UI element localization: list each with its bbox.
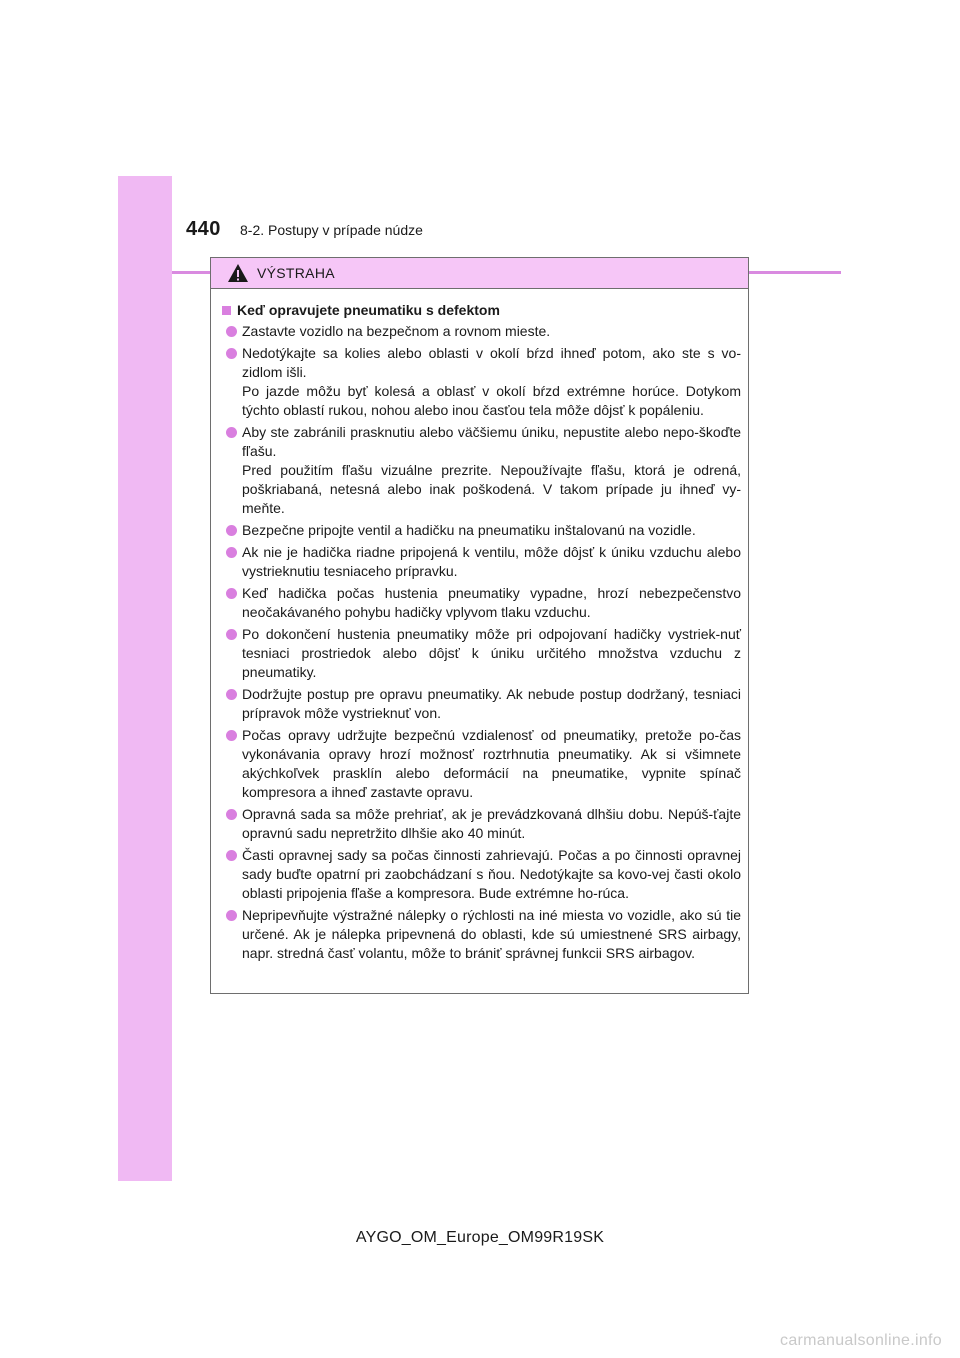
warning-body bbox=[211, 289, 748, 963]
warning-header bbox=[211, 258, 748, 289]
list-item-text: Nedotýkajte sa kolies alebo oblasti v okolí bŕzd ihneď potom, ako ste s vo-zidlom išli. Po jazde môžu byť kolesá a oblasť v okolí bŕzd extrémne horúce. Dotykom týchto oblastí rukou, nohou alebo inou časťou tela môže dôjsť k popáleniu. bbox=[242, 345, 741, 418]
side-tab-band bbox=[118, 176, 172, 1181]
list-item-text: Počas opravy udržujte bezpečnú vzdialenosť od pneumatiky, pretože po-čas vykonávania opravy hrozí možnosť roztrhnutia pneumatiky. Ak si všimnete akýchkoľvek prasklín alebo deformácií na pneumatike, vypnite spínač kompresora a ihneď zastavte opravu. bbox=[242, 727, 741, 800]
circle-bullet-icon bbox=[226, 326, 237, 337]
list-item-text: Nepripevňujte výstražné nálepky o rýchlosti na iné miesta vo vozidle, ako sú tie určené. Ak je nálepka pripevnená do oblasti, kde sú umiestnené SRS airbagy, napr. stredná časť volantu, môže to brániť správnej funkcii SRS airbagov. bbox=[242, 907, 741, 961]
list-item-text: Keď hadička počas hustenia pneumatiky vypadne, hrozí nebezpečenstvo neočakávaného pohybu hadičky vplyvom tlaku vzduchu. bbox=[242, 585, 741, 620]
list-item bbox=[221, 625, 741, 682]
warning-heading bbox=[221, 301, 741, 320]
page-number: 440 bbox=[186, 218, 221, 240]
circle-bullet-icon bbox=[226, 525, 237, 536]
list-item-text: Bezpečne pripojte ventil a hadičku na pneumatiku inštalovanú na vozidle. bbox=[242, 522, 696, 538]
list-item-text: Dodržujte postup pre opravu pneumatiky. Ak nebude postup dodržaný, tesniaci prípravok môže vystrieknuť von. bbox=[242, 686, 741, 721]
warning-heading-text: Keď opravujete pneumatiku s defektom bbox=[237, 302, 500, 318]
circle-bullet-icon bbox=[226, 588, 237, 599]
list-item-text: Zastavte vozidlo na bezpečnom a rovnom mieste. bbox=[242, 323, 551, 339]
warning-box bbox=[210, 257, 749, 994]
circle-bullet-icon bbox=[226, 809, 237, 820]
list-item bbox=[221, 521, 741, 540]
list-item bbox=[221, 543, 741, 581]
circle-bullet-icon bbox=[226, 689, 237, 700]
circle-bullet-icon bbox=[226, 427, 237, 438]
circle-bullet-icon bbox=[226, 348, 237, 359]
list-item-text: Ak nie je hadička riadne pripojená k ventilu, môže dôjsť k úniku vzduchu alebo vystrieknutiu tesniaceho prípravku. bbox=[242, 544, 741, 579]
circle-bullet-icon bbox=[226, 629, 237, 640]
watermark: carmanualsonline.info bbox=[780, 1332, 942, 1349]
circle-bullet-icon bbox=[226, 910, 237, 921]
list-item-text: Časti opravnej sady sa počas činnosti zahrievajú. Počas a po činnosti opravnej sady buďte opatrní pri zaobchádzaní s ňou. Nedotýkajte sa kovo-vej časti okolo oblasti pripojenia fľaše a kompresora. Bude extrémne ho-rúca. bbox=[242, 847, 741, 901]
list-item-text: Aby ste zabránili prasknutiu alebo väčšiemu úniku, nepustite alebo nepo-škoďte fľašu. Pred použitím fľašu vizuálne prezrite. Nepoužívajte fľašu, ktorá je odrená, poškriabaná, netesná alebo inak poškodená. V takom prípade ju ihneď vy-meňte. bbox=[242, 424, 741, 516]
list-item bbox=[221, 906, 741, 963]
list-item bbox=[221, 846, 741, 903]
warning-title: VÝSTRAHA bbox=[257, 265, 335, 281]
square-bullet-icon bbox=[222, 306, 231, 315]
list-item bbox=[221, 805, 741, 843]
section-title: 8-2. Postupy v prípade núdze bbox=[240, 222, 423, 238]
list-item bbox=[221, 344, 741, 420]
warning-list bbox=[221, 322, 741, 963]
list-item bbox=[221, 423, 741, 518]
list-item-text: Opravná sada sa môže prehriať, ak je prevádzkovaná dlhšiu dobu. Nepúš-ťajte opravnú sadu nepretržito dlhšie ako 40 minút. bbox=[242, 806, 741, 841]
circle-bullet-icon bbox=[226, 547, 237, 558]
list-item bbox=[221, 322, 741, 341]
warning-triangle-icon bbox=[227, 263, 249, 283]
list-item bbox=[221, 726, 741, 802]
list-item-text: Po dokončení hustenia pneumatiky môže pri odpojovaní hadičky vystriek-nuť tesniaci prostriedok alebo dôjsť k úniku určitého množstva vzduchu z pneumatiky. bbox=[242, 626, 741, 680]
circle-bullet-icon bbox=[226, 730, 237, 741]
list-item bbox=[221, 685, 741, 723]
list-item bbox=[221, 584, 741, 622]
footer-document-code: AYGO_OM_Europe_OM99R19SK bbox=[355, 1229, 605, 1246]
circle-bullet-icon bbox=[226, 850, 237, 861]
